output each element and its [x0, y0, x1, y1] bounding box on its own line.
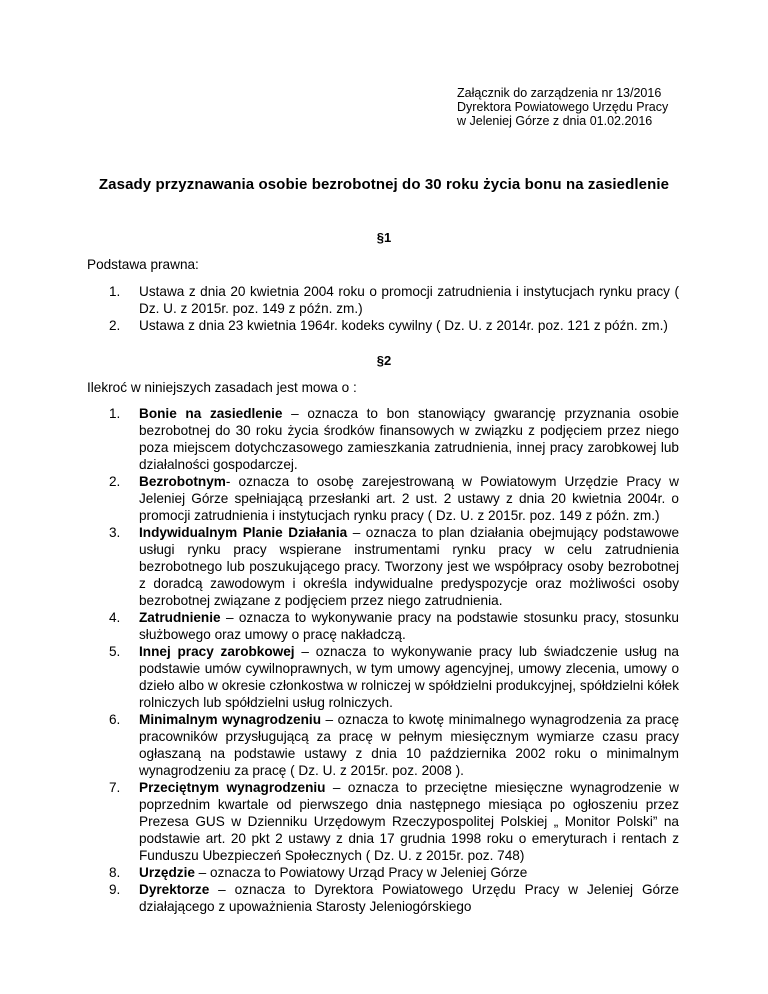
definitions-list — [87, 405, 679, 915]
definition-text: – oznacza to plan działania obejmujący podstawowe usługi rynku pracy wspierane instrumentami rynku pracy w celu zatrudnienia bezrobotnego lub poszukującego pracy. Tworzony jest we współpracy osoby bezrobotnej z doradcą zawodowym i określa indywidualne predyspozycje oraz możliwości osoby bezrobotnej związane z podjęciem przez niego zatrudnienia. — [139, 525, 680, 608]
definition-term: Bezrobotnym — [139, 474, 226, 489]
definition-text: - oznacza to osobę zarejestrowaną w Powiatowym Urzędzie Pracy w Jeleniej Górze spełniającą przesłanki art. 2 ust. 2 ustawy z dnia 20 kwietnia 2004r. o promocji zatrudnienia i instytucjach rynku pracy ( Dz. U. z 2015r. poz. 149 z późn. zm.) — [139, 474, 679, 523]
definition-term: Dyrektorze — [139, 882, 210, 897]
list-item-number: 4. — [109, 610, 121, 625]
definition-term: Przeciętnym wynagrodzeniu — [139, 780, 326, 795]
definition-term: Innej pracy zarobkowej — [139, 644, 295, 659]
list-item-number: 7. — [109, 780, 121, 795]
list-item — [87, 711, 679, 779]
list-item — [87, 609, 679, 643]
attachment-note-line: w Jeleniej Górze z dnia 01.02.2016 — [457, 114, 653, 128]
section-2-intro: Ilekroć w niniejszych zasadach jest mowa o : — [87, 380, 357, 395]
list-item — [87, 283, 679, 317]
list-item-number: 8. — [109, 865, 121, 880]
list-item-number: 3. — [109, 525, 121, 540]
definition-term: Indywidualnym Planie Działania — [139, 525, 348, 540]
definition-text: – oznacza to bon stanowiący gwarancję przyznania osobie bezrobotnej do 30 roku życia środków finansowych w związku z podjęciem przez niego poza miejscem dotychczasowego zamieszkania zatrudnienia, innej pracy zarobkowej lub działalności gospodarczej. — [139, 406, 679, 472]
list-item-number: 1. — [109, 406, 121, 421]
section-1-sign: §1 — [376, 230, 392, 245]
list-item-number: 2. — [109, 474, 121, 489]
list-item — [87, 473, 679, 524]
list-item-text: Ustawa z dnia 23 kwietnia 1964r. kodeks cywilny ( Dz. U. z 2014r. poz. 121 z późn. zm.) — [139, 318, 668, 333]
list-item-number: 9. — [109, 882, 121, 897]
list-item-text: Ustawa z dnia 20 kwietnia 2004 roku o promocji zatrudnienia i instytucjach rynku pracy ( Dz. U. z 2015r. poz. 149 z późn. zm.) — [139, 284, 679, 316]
list-item — [87, 881, 679, 915]
definition-term: Bonie na zasiedlenie — [139, 406, 283, 421]
document-title: Zasady przyznawania osobie bezrobotnej do 30 roku życia bonu na zasiedlenie — [98, 176, 670, 193]
definition-text: – oznacza to kwotę minimalnego wynagrodzenia za pracę pracowników przysługującą za pracę w pełnym miesięcznym wymiarze czasu pracy ogłaszaną na podstawie ustawy z dnia 10 października 2002 roku o minimalnym wynagrodzeniu za pracę ( Dz. U. z 2015r. poz. 2008 ). — [139, 712, 679, 778]
definition-text: – oznacza to przeciętne miesięczne wynagrodzenie w poprzednim kwartale od pierwszego dnia następnego miesiąca po ogłoszeniu przez Prezesa GUS w Dzienniku Urzędowym Rzeczypospolitej Polskiej „ Monitor Polski” na podstawie art. 20 pkt 2 ustawy z dnia 17 grudnia 1998 roku o emeryturach i rentach z Funduszu Ubezpieczeń Społecznych ( Dz. U. z 2015r. poz. 748) — [139, 780, 679, 863]
definition-text: – oznacza to wykonywanie pracy na podstawie stosunku pracy, stosunku służbowego oraz umowy o pracę nakładczą. — [139, 610, 679, 642]
list-item — [87, 779, 679, 864]
list-item — [87, 524, 679, 609]
list-item-number: 2. — [109, 318, 121, 333]
attachment-note-line: Załącznik do zarządzenia nr 13/2016 — [457, 86, 662, 100]
list-item-number: 1. — [109, 284, 121, 299]
definition-text: – oznacza to Dyrektora Powiatowego Urzędu Pracy w Jeleniej Górze działającego z upoważnienia Starosty Jeleniogórskiego — [139, 882, 679, 914]
list-item-number: 5. — [109, 644, 121, 659]
list-item — [87, 317, 679, 334]
definition-term: Minimalnym wynagrodzeniu — [139, 712, 322, 727]
section-1-intro: Podstawa prawna: — [87, 257, 199, 272]
attachment-note — [457, 86, 668, 128]
definition-text: – oznacza to Powiatowy Urząd Pracy w Jeleniej Górze — [194, 865, 528, 880]
attachment-note-line: Dyrektora Powiatowego Urzędu Pracy — [457, 100, 669, 114]
list-item — [87, 643, 679, 711]
definition-term: Urzędzie — [139, 865, 195, 880]
legal-basis-list — [87, 283, 679, 334]
definition-term: Zatrudnienie — [139, 610, 221, 625]
list-item — [87, 405, 679, 473]
definition-text: – oznacza to wykonywanie pracy lub świadczenie usług na podstawie umów cywilnoprawnych, w tym umowy agencyjnej, umowy zlecenia, umowy o dzieło albo w okresie członkostwa w rolniczej w spółdzielni produkcyjnej, spółdzielni kółek rolniczych lub spółdzielni usług rolniczych. — [139, 644, 679, 710]
section-2-sign: §2 — [376, 353, 392, 368]
list-item — [87, 864, 679, 881]
list-item-number: 6. — [109, 712, 121, 727]
